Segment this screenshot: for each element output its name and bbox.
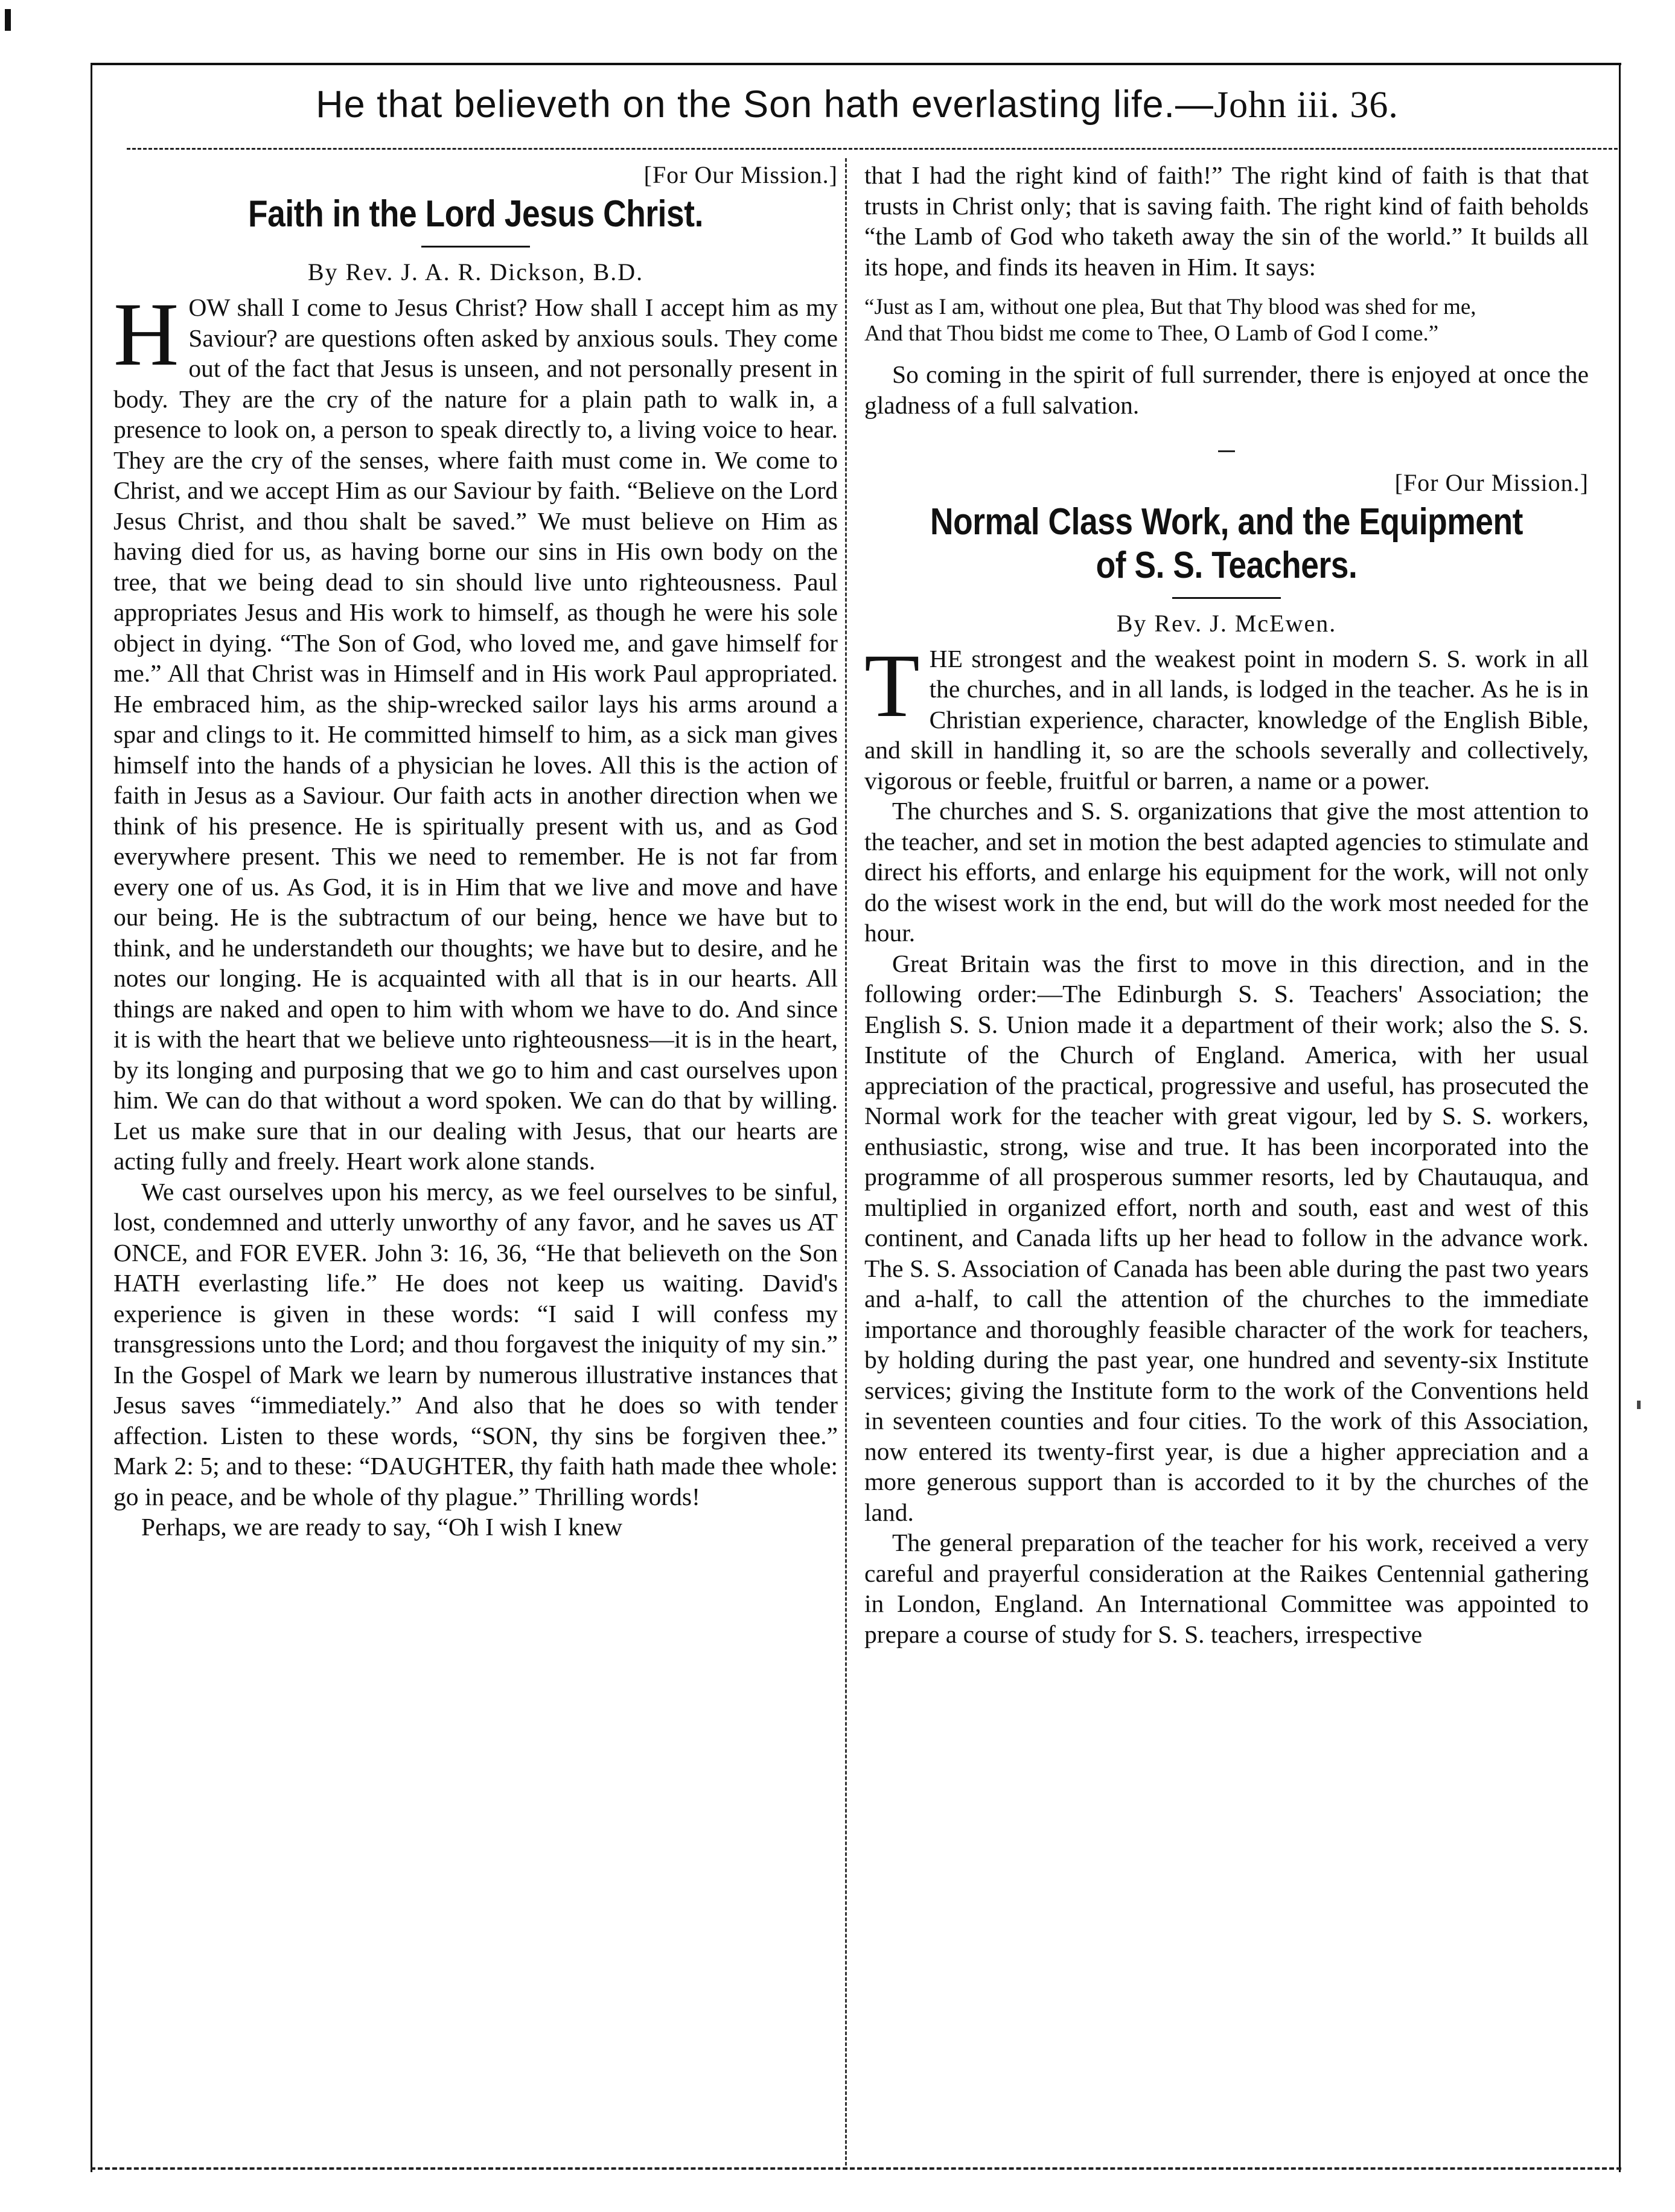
article1-paragraph-2: We cast ourselves upon his mercy, as we feel ourselves to be sinful, lost, condemned and utterly unworthy of any favor, and he saves us AT ONCE, and FOR EVER. John 3: 16, 36, “He that believeth on the Son HATH everlasting life.” He does not keep us waiting. David's experience is given in these words: “I said I will confess my transgressions unto the Lord; and thou forgavest the iniquity of my sin.” In the Gospel of Mark we learn by numerous illustrative instances that Jesus saves “immediately.” And also that he does so with tender affection. Listen to these words, “SON, thy sins be forgiven thee.” Mark 2: 5; and to these: “DAUGHTER, thy faith hath made thee whole: go in peace, and be whole of thy plague.” Thrilling words! <box>113 1177 838 1510</box>
hymn-line-2: And that Thou bidst me come to Thee, O Lamb of God I come.” <box>864 321 1439 346</box>
page-border-right <box>1619 65 1621 2172</box>
header-rule <box>127 148 1618 150</box>
scan-edge-mark-right <box>1637 1401 1641 1409</box>
article1-dropcap: H <box>113 284 179 385</box>
article1-source: [For Our Mission.] <box>643 161 838 188</box>
article2-paragraph-2: The churches and S. S. organizations that give the most attention to the teacher, and set in motion the best adapted agencies to stimulate and direct his efforts, and enlarge his equipment for the work, will not only do the wisest work in the end, but will do the work most needed for the hour. <box>864 797 1589 947</box>
article1-continuation: that I had the right kind of faith!” The right kind of faith is that that trusts in Christ only; that is saving faith. The right kind of faith beholds “the Lamb of God who taketh away the sin of the world.” It builds all its hope, and finds its heaven in Him. It says: <box>864 161 1589 281</box>
top-rule <box>91 63 1621 65</box>
left-column <box>113 160 838 1542</box>
article1-paragraph-1: HOW shall I come to Jesus Christ? How shall I accept him as my Saviour? are questions often asked by anxious souls. They come out of the fact that Jesus is unseen, and not personally present in body. They are the cry of the nature for a plain path to walk in, a presence to look on, a person to speak directly to, a living voice to hear. They are the cry of the senses, where faith must come in. We come to Christ, and we accept Him as our Saviour by faith. “Believe on the Lord Jesus Christ, and thou shalt be saved.” We must believe on Him as having died for us, as having borne our sins in His own body on the tree, that we being dead to sin should live unto righteousness. Paul appropriates Jesus and His work to himself, as though he were his sole object in dying. “The Son of God, who loved me, and gave himself for me.” All that Christ was in Himself and in His work Paul appropriated. He embraced him, as the ship-wrecked sailor lays his arms around a spar and clings to it. He committed himself to him, as a sick man gives himself into the hands of a physician he loves. All this is the action of faith in Jesus as a Saviour. Our faith acts in another direction when we think of his presence. He is spiritually present with us, and as God everywhere present. This we need to remember. He is not far from every one of us. As God, it is in Him that we live and move and have our being. He is the subtractum of our being, hence we have but to think, and he understandeth our thoughts; we have but to desire, and he notes our longing. He is acquainted with all that is in our hearts. All things are naked and open to him with whom we have to do. And since it is with the heart that we believe unto righteousness—it is in the heart, by its longing and purposing that we go to him and cast ourselves upon him. We can do that without a word spoken. We can do that by willing. Let us make sure that in our dealing with Jesus, that our hearts are acting fully and freely. Heart work alone stands. <box>113 284 838 1175</box>
article1-title-rule <box>421 246 530 248</box>
article2-dropcap: T <box>864 635 920 736</box>
page-border-left <box>91 65 92 2172</box>
hymn-line-1: “Just as I am, without one plea, But that Thy blood was shed for me, <box>864 295 1476 319</box>
article2-paragraph-1: THE strongest and the weakest point in modern S. S. work in all the churches, and in all lands, is lodged in the teacher. As he is in Christian experience, character, knowledge of the English Bible, and skill in handling it, so are the schools severally and collectively, vigorous or feeble, fruitful or barren, a name or a power. <box>864 635 1589 794</box>
hymn-quote <box>864 294 1589 347</box>
article2-source: [For Our Mission.] <box>1394 468 1589 496</box>
article2-title: Normal Class Work, and the Equipment of S. S. Teachers. <box>930 500 1523 586</box>
running-head <box>103 71 1612 138</box>
article1-closing: So coming in the spirit of full surrender, there is enjoyed at once the gladness of a full salvation. <box>864 360 1589 419</box>
article2-byline: By Rev. J. McEwen. <box>1116 609 1337 637</box>
running-head-reference: John iii. 36. <box>1214 85 1399 126</box>
scan-edge-mark <box>5 9 11 31</box>
right-column <box>864 160 1589 1649</box>
article2-paragraph-3: Great Britain was the first to move in this direction, and in the following order:—The Edinburgh S. S. Teachers' Association; the English S. S. Union made it a department of their work; also the S. S. Institute of the Church of England. America, with her usual appreciation of the practical, progressive and useful, has prosecuted the Normal work for the teacher with great vigour, led by S. S. workers, enthusiastic, strong, wise and true. It has been incorporated into the programme of all prosperous summer resorts, led by Chautauqua, and multiplied in organized effort, north and south, east and west of this continent, and Canada lifts up her head to follow in the advance work. The S. S. Association of Canada has been able during the past two years and a-half, to call the attention of the churches to the immediate importance and thoroughly feasible character of the work for teachers, by holding during the past year, one hundred and seventy-six Institute services; giving the Institute form to the work of the Conventions held in seventeen counties and four cities. To the work of this Association, now entered its twenty-first year, is due a higher appreciation and a more generous support than is accorded to it by the churches of the land. <box>864 949 1589 1526</box>
article1-title: Faith in the Lord Jesus Christ. <box>248 193 703 235</box>
article2-title-rule <box>1172 597 1281 599</box>
running-head-text: He that believeth on the Son hath everlasting life.— <box>316 83 1214 126</box>
article2-paragraph-4: The general preparation of the teacher for his work, received a very careful and prayerful consideration at the Raikes Centennial gathering in London, England. An International Committee was appointed to prepare a course of study for S. S. teachers, irrespective <box>864 1529 1589 1648</box>
bottom-rule <box>91 2167 1621 2170</box>
article1-byline: By Rev. J. A. R. Dickson, B.D. <box>307 258 644 286</box>
column-divider <box>845 158 847 2166</box>
article1-paragraph-3: Perhaps, we are ready to say, “Oh I wish I knew <box>141 1513 623 1541</box>
article-separator <box>864 429 1589 459</box>
